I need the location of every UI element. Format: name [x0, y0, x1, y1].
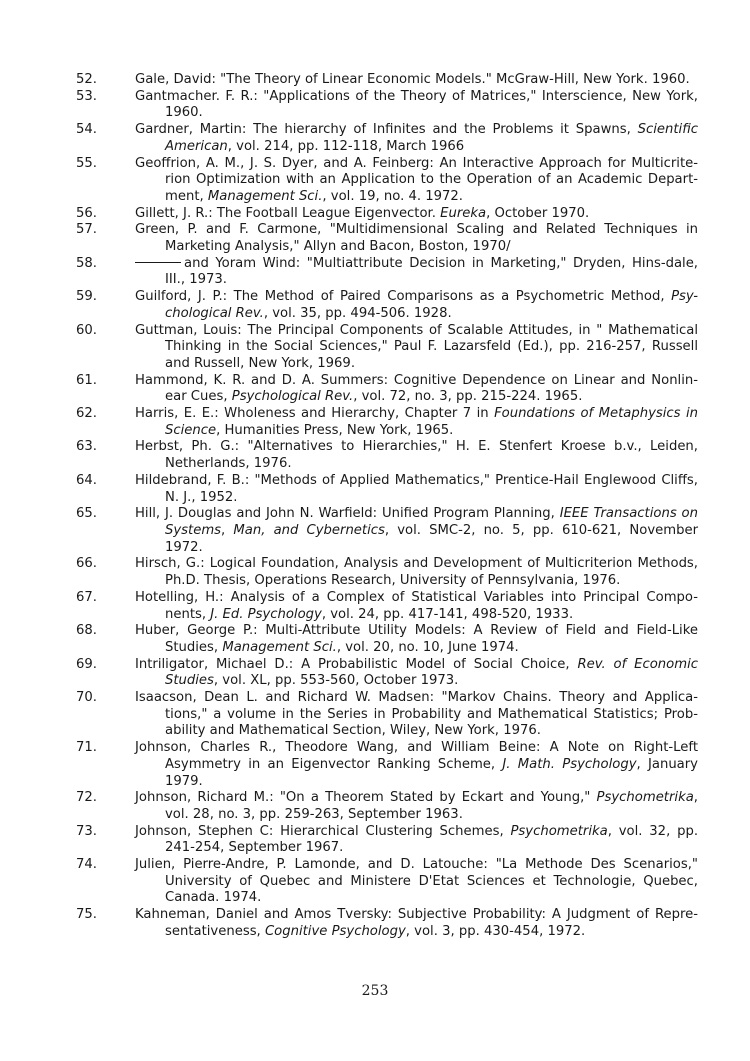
reference-item: [76, 206, 698, 223]
reference-title-italic: Psychometrika: [510, 823, 608, 839]
reference-number: 74.: [76, 857, 97, 873]
reference-text-part: , vol. 72, no. 3, pp. 215-224. 1965.: [353, 389, 583, 405]
reference-text-part: Gale, David: "The Theory of Linear Economic Models." McGraw-Hill, New York. 1960.: [135, 72, 690, 87]
reference-title-italic: Psychometrika: [596, 790, 694, 806]
reference-title-italic: Management Sci.: [207, 188, 323, 204]
reference-number: 65.: [76, 506, 97, 522]
reference-item: [76, 907, 698, 940]
reference-title-italic: Psychological Rev.: [231, 389, 354, 405]
reference-text-part: , vol. 3, pp. 430-454, 1972.: [405, 923, 586, 939]
reference-item: [76, 824, 698, 857]
reference-text: [135, 690, 698, 740]
reference-list: [76, 72, 698, 941]
reference-text-part: Johnson, Stephen C: Hierarchical Clustering Schemes,: [135, 823, 511, 839]
reference-text-part: , vol. XL, pp. 553-560, October 1973.: [213, 673, 459, 689]
reference-text: [135, 556, 698, 589]
reference-text: [135, 289, 698, 322]
reference-number: 75.: [76, 907, 97, 923]
reference-item: [76, 323, 698, 373]
reference-text-part: Huber, George P.: Multi-Attribute Utility Models: A Review of Field and Field-Like Studies,: [135, 623, 698, 655]
reference-number: 62.: [76, 406, 97, 422]
page-number: 253: [361, 983, 389, 999]
reference-text-part: Hammond, K. R. and D. A. Summers: Cognitive Dependence on Linear and Nonlin-ear Cues,: [135, 372, 698, 405]
reference-title-italic: Management Sci.: [222, 639, 337, 655]
reference-text: [135, 790, 698, 823]
reference-text-part: , vol. 35, pp. 494-506. 1928.: [263, 305, 452, 321]
reference-text-part: Herbst, Ph. G.: "Alternatives to Hierarchies," H. E. Stenfert Kroese b.v., Leiden, Netherlands, 1976.: [135, 439, 698, 472]
reference-item: [76, 156, 698, 206]
same-author-dash: [135, 262, 181, 263]
reference-title-italic: Eureka: [440, 205, 487, 221]
reference-number: 72.: [76, 790, 97, 806]
reference-text-part: Hotelling, H.: Analysis of a Complex of Statistical Variables into Principal Compo-nents,: [135, 589, 698, 622]
reference-number: 53.: [76, 88, 97, 104]
reference-number: 71.: [76, 740, 97, 756]
reference-number: 58.: [76, 255, 97, 271]
reference-number: 69.: [76, 656, 97, 672]
reference-text-part: , January 1979.: [165, 756, 698, 789]
reference-text-part: , vol. SMC-2, no. 5, pp. 610-621, November 1972.: [165, 522, 698, 555]
reference-text-part: Green, P. and F. Carmone, "Multidimensional Scaling and Related Techniques in Marketing Analysis," Allyn and Bacon, Boston, 1970/: [135, 222, 698, 255]
reference-text-part: , October 1970.: [486, 205, 590, 221]
reference-text-part: and Yoram Wind: "Multiattribute Decision in Marketing," Dryden, Hins-dale, III., 1973.: [165, 255, 698, 288]
reference-title-italic: Man, and Cybernetics: [233, 522, 385, 538]
reference-item: [76, 256, 698, 289]
reference-number: 73.: [76, 823, 97, 839]
reference-text-part: , vol. 20, no. 10, June 1974.: [336, 639, 519, 655]
reference-text-part: Harris, E. E.: Wholeness and Hierarchy, Chapter 7 in: [135, 406, 495, 422]
reference-text-part: Guttman, Louis: The Principal Components of Scalable Attitudes, in " Mathematical Thinking in the Social Sciences," Paul F. Lazarsfeld (Ed.), pp. 216-257, Russell and Russell, New York, 1969.: [135, 322, 698, 371]
reference-number: 60.: [76, 322, 97, 338]
reference-number: 54.: [76, 122, 97, 138]
reference-title-italic: Rev. of Economic Studies: [165, 656, 698, 689]
reference-text-part: Hirsch, G.: Logical Foundation, Analysis and Development of Multicriterion Methods, Ph.D. Thesis, Operations Research, University of Pennsylvania, 1976.: [135, 556, 698, 589]
reference-number: 57.: [76, 222, 97, 238]
reference-number: 52.: [76, 72, 97, 87]
reference-number: 64.: [76, 472, 97, 488]
reference-text: [135, 156, 698, 206]
reference-text: [135, 206, 698, 223]
reference-text: [135, 406, 698, 439]
reference-title-italic: Psy-chological Rev.: [165, 289, 698, 321]
reference-item: [76, 690, 698, 740]
reference-number: 61.: [76, 372, 97, 388]
reference-text-part: ,: [221, 522, 234, 538]
reference-item: [76, 72, 698, 89]
reference-item: [76, 473, 698, 506]
reference-text-part: Kahneman, Daniel and Amos Tversky: Subjective Probability: A Judgment of Repre-sentativeness,: [135, 907, 698, 939]
reference-item: [76, 406, 698, 439]
reference-number: 66.: [76, 556, 97, 572]
reference-text: [135, 740, 698, 790]
reference-title-italic: Foundations of Metaphysics in Science: [165, 406, 698, 438]
reference-text-part: , vol. 214, pp. 112-118, March 1966: [227, 138, 465, 154]
reference-text-part: Hill, J. Douglas and John N. Warfield: Unified Program Planning,: [135, 506, 560, 522]
reference-item: [76, 790, 698, 823]
reference-number: 56.: [76, 205, 97, 221]
reference-text: [135, 623, 698, 656]
reference-text-part: Julien, Pierre-Andre, P. Lamonde, and D. Latouche: "La Methode Des Scenarios," University of Quebec and Ministere D'Etat Sciences et Technologie, Quebec, Canada. 1974.: [135, 857, 698, 906]
reference-item: [76, 556, 698, 589]
reference-text: [135, 439, 698, 472]
reference-text-part: Guilford, J. P.: The Method of Paired Comparisons as a Psychometric Method,: [135, 289, 672, 305]
reference-text: [135, 373, 698, 406]
reference-text-part: Gardner, Martin: The hierarchy of Infinites and the Problems it Spawns,: [135, 122, 638, 138]
reference-item: [76, 740, 698, 790]
reference-text: [135, 222, 698, 255]
reference-text-part: Johnson, Charles R., Theodore Wang, and William Beine: A Note on Right-Left Asymmetry in an Eigenvector Ranking Scheme,: [135, 740, 698, 772]
reference-text-part: Gantmacher. F. R.: "Applications of the Theory of Matrices," Interscience, New York, 1960.: [135, 88, 698, 121]
reference-text: [135, 89, 698, 122]
reference-item: [76, 857, 698, 907]
reference-text: [135, 256, 698, 289]
reference-number: 68.: [76, 623, 97, 639]
reference-text: [135, 907, 698, 940]
reference-text-part: , Humanities Press, New York, 1965.: [216, 422, 454, 438]
reference-text-part: , vol. 32, pp. 241-254, September 1967.: [165, 823, 699, 856]
reference-title-italic: J. Math. Psychology: [502, 756, 637, 772]
reference-text-part: Intriligator, Michael D.: A Probabilistic Model of Social Choice,: [135, 656, 578, 672]
reference-text: [135, 590, 698, 623]
reference-text-part: Geoffrion, A. M., J. S. Dyer, and A. Feinberg: An Interactive Approach for Multicrite-rion Optimization with an Application to the Operation of an Academic Depart-ment,: [135, 155, 698, 204]
reference-number: 70.: [76, 690, 97, 706]
reference-text-part: Gillett, J. R.: The Football League Eigenvector.: [135, 205, 441, 221]
reference-text-part: , vol. 28, no. 3, pp. 259-263, September 1963.: [165, 790, 698, 822]
reference-item: [76, 439, 698, 472]
reference-text: [135, 506, 698, 556]
reference-text: [135, 323, 698, 373]
reference-text-part: , vol. 19, no. 4. 1972.: [322, 188, 463, 204]
reference-item: [76, 222, 698, 255]
reference-number: 55.: [76, 155, 97, 171]
reference-text: [135, 122, 698, 155]
reference-text-part: Isaacson, Dean L. and Richard W. Madsen: "Markov Chains. Theory and Applica-tions," a volume in the Series in Probability and Mathematical Statistics; Prob-ability and Mathematical Section, Wiley, New York, 1976.: [135, 690, 698, 739]
reference-item: [76, 623, 698, 656]
reference-title-italic: J. Ed. Psychology: [210, 606, 322, 622]
reference-title-italic: Scientific American: [165, 122, 698, 154]
reference-text-part: Johnson, Richard M.: "On a Theorem Stated by Eckart and Young,": [135, 790, 597, 806]
reference-item: [76, 89, 698, 122]
reference-item: [76, 289, 698, 322]
reference-text: [135, 473, 698, 506]
reference-item: [76, 122, 698, 155]
reference-item: [76, 590, 698, 623]
reference-text: [135, 72, 698, 89]
reference-item: [76, 506, 698, 556]
reference-text: [135, 857, 698, 907]
reference-text-part: Hildebrand, F. B.: "Methods of Applied Mathematics," Prentice-Hail Englewood Cliffs, N. J., 1952.: [135, 472, 698, 505]
reference-item: [76, 657, 698, 690]
reference-title-italic: IEEE Transactions on Systems: [165, 506, 698, 538]
reference-text: [135, 824, 698, 857]
reference-number: 63.: [76, 439, 97, 455]
reference-text: [135, 657, 698, 690]
reference-title-italic: Cognitive Psychology: [264, 923, 406, 939]
reference-number: 67.: [76, 589, 97, 605]
reference-number: 59.: [76, 289, 97, 305]
reference-item: [76, 373, 698, 406]
reference-text-part: , vol. 24, pp. 417-141, 498-520, 1933.: [321, 606, 574, 622]
